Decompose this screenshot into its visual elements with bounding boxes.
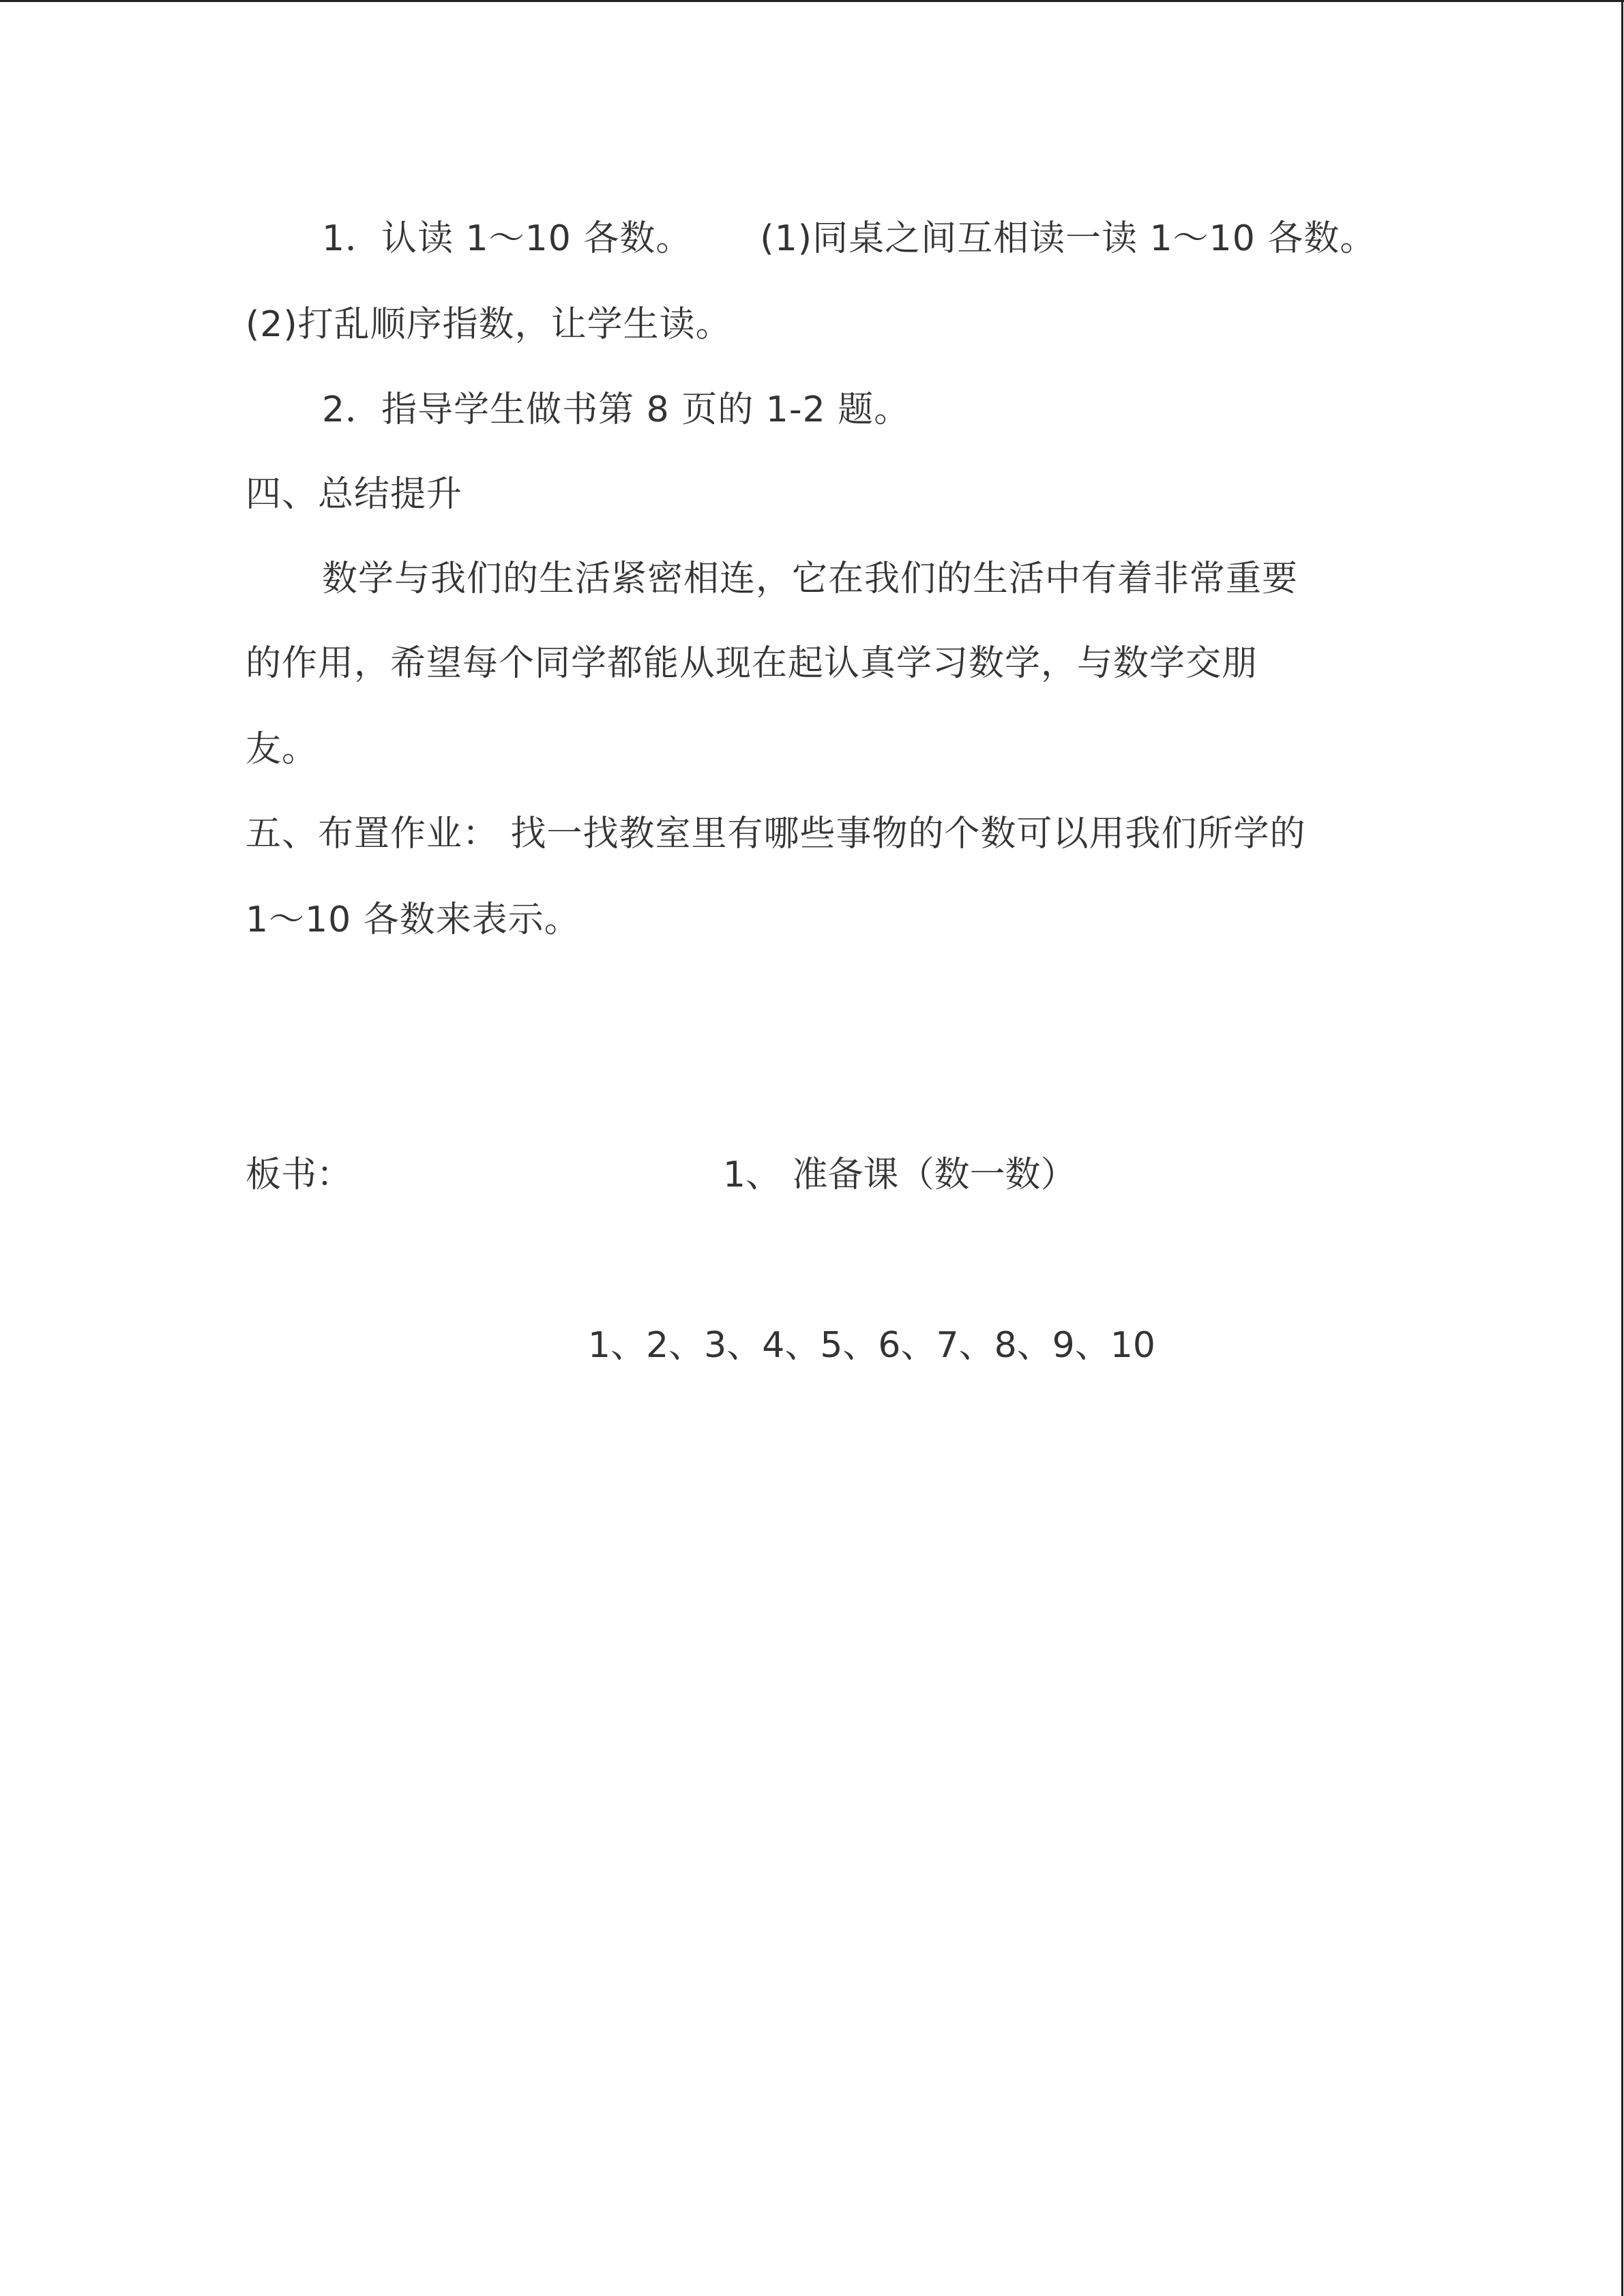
board-numbers: 1、2、3、4、5、6、7、8、9、10: [588, 1325, 1155, 1366]
section-heading-5-line-1: 五、布置作业： 找一找教室里有哪些事物的个数可以用我们所学的: [246, 814, 1306, 854]
item-1-sub-1-text: (1)同桌之间互相读一读 1～10 各数。: [760, 218, 1376, 259]
section-heading-4: 四、总结提升: [246, 474, 463, 515]
board-label: 板书：: [246, 1154, 353, 1195]
page-border-top: [0, 0, 1624, 2]
paragraph-1-line-2: (2)打乱顺序指数，让学生读。: [246, 304, 732, 345]
paragraph-1-line-1: [322, 217, 1376, 260]
section-heading-5-line-2: 1～10 各数来表示。: [246, 899, 580, 940]
summary-paragraph-line-3: 友。: [246, 729, 319, 770]
item-1-text: 1．认读 1～10 各数。: [322, 218, 692, 259]
summary-paragraph-line-1: 数学与我们的生活紧密相连，它在我们的生活中有着非常重要: [322, 558, 1299, 599]
item-2-text: 2．指导学生做书第 8 页的 1-2 题。: [322, 389, 911, 430]
board-title: 1、 准备课（数一数）: [723, 1154, 1076, 1195]
summary-paragraph-line-2: 的作用，希望每个同学都能从现在起认真学习数学，与数学交朋: [246, 643, 1258, 684]
page-border-right: [1621, 0, 1623, 2296]
